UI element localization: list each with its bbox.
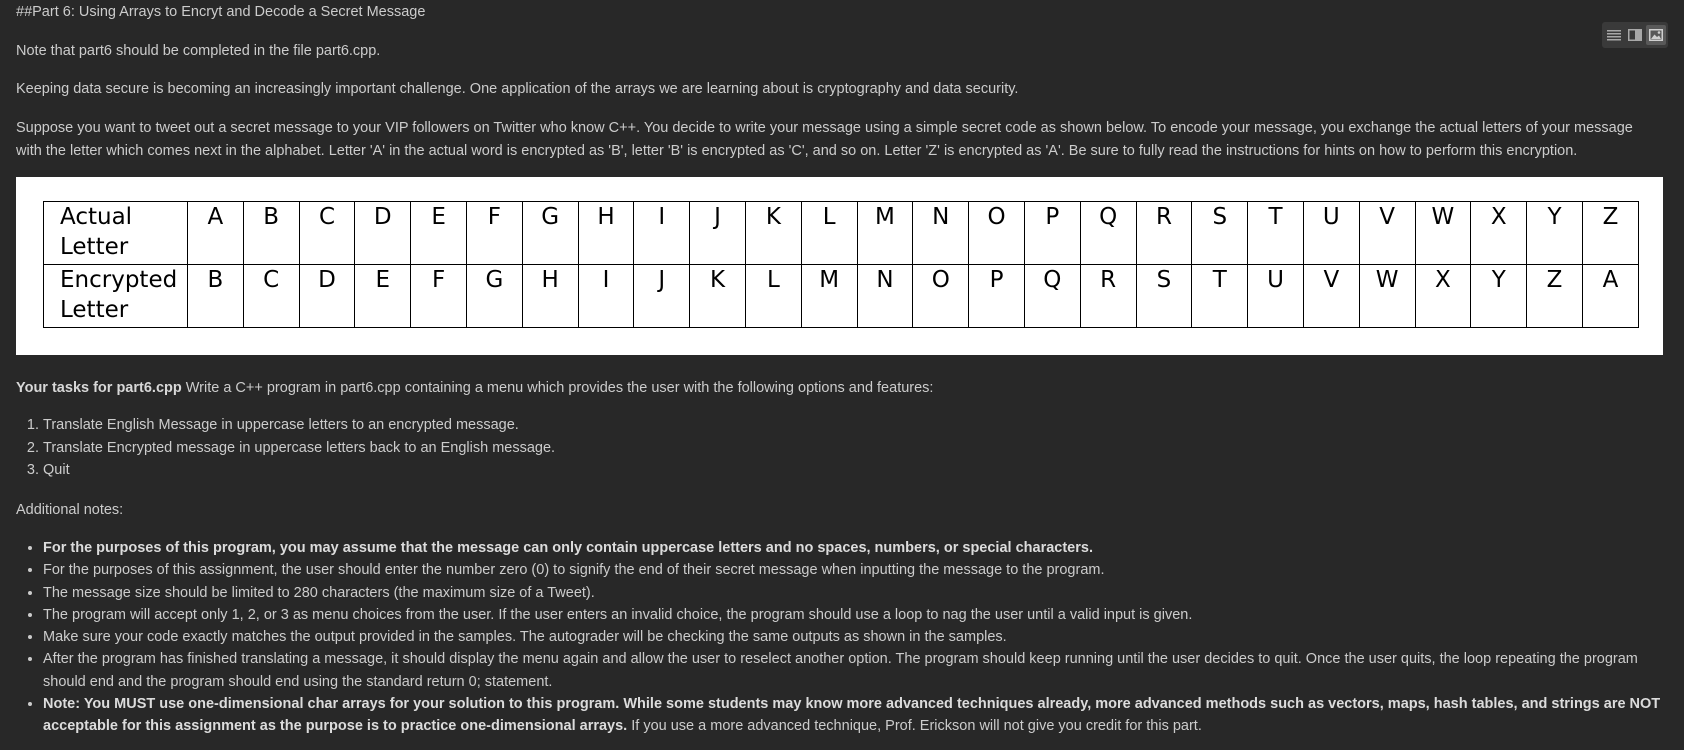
encrypted-letter-cell: L [745, 265, 801, 328]
cipher-image [16, 177, 1663, 355]
actual-letter-cell: A [188, 202, 244, 265]
actual-letter-row [44, 202, 1639, 265]
split-view-button[interactable] [1625, 25, 1645, 45]
actual-letter-cell: B [243, 202, 299, 265]
encrypted-letter-cell: G [466, 265, 522, 328]
actual-letter-cell: L [801, 202, 857, 265]
actual-letter-cell: V [1359, 202, 1415, 265]
encrypted-letter-cell: Y [1471, 265, 1527, 328]
encrypted-letter-cell: J [634, 265, 690, 328]
actual-letter-cell: T [1248, 202, 1304, 265]
tasks-title: Your tasks for part6.cpp [16, 380, 182, 396]
encrypted-letter-cell: K [690, 265, 746, 328]
encrypted-letter-cell: F [411, 265, 467, 328]
note-item: • The program will accept only 1, 2, or 3 as menu choices from the user. If the user enters an invalid choice, the program should use a loop to nag the user until a valid input is given. [43, 604, 1683, 626]
menu-option: 1. Translate English Message in uppercase letters to an encrypted message. [43, 414, 555, 437]
actual-letter-cell: C [299, 202, 355, 265]
actual-letter-cell: I [634, 202, 690, 265]
encrypted-letter-cell: R [1080, 265, 1136, 328]
encrypted-letter-cell: N [857, 265, 913, 328]
encrypted-letter-cell: Q [1024, 265, 1080, 328]
additional-notes-heading: Additional notes: [16, 502, 124, 518]
actual-letter-cell: F [466, 202, 522, 265]
actual-letter-cell: Z [1582, 202, 1638, 265]
encrypted-letter-cell: H [522, 265, 578, 328]
list-view-button[interactable] [1604, 25, 1624, 45]
note-item: • For the purposes of this assignment, the user should enter the number zero (0) to signify the end of their secret message when inputting the message to the program. [43, 559, 1683, 581]
menu-option: 2. Translate Encrypted message in uppercase letters back to an English message. [43, 437, 555, 460]
actual-letter-cell: Q [1080, 202, 1136, 265]
actual-letter-cell: D [355, 202, 411, 265]
note-item: • Note: You MUST use one-dimensional char arrays for your solution to this program. While some students may know more advanced techniques already, more advanced methods such as vectors, maps, hash tables, and strings are NOT acceptable for this assignment as the purpose is to practice one-dimensional arrays. If you use a more advanced technique, Prof. Erickson will not give you credit for this part. [43, 693, 1683, 738]
encrypted-letter-cell: V [1303, 265, 1359, 328]
actual-letter-cell: M [857, 202, 913, 265]
encrypted-letter-cell: M [801, 265, 857, 328]
note-item: • Make sure your code exactly matches the output provided in the samples. The autograder will be checking the same outputs as shown in the samples. [43, 626, 1683, 648]
encrypted-letter-cell: P [969, 265, 1025, 328]
split-view-icon [1628, 29, 1642, 41]
encrypted-letter-cell: I [578, 265, 634, 328]
encrypted-letter-row [44, 265, 1639, 328]
encrypted-letter-cell: W [1359, 265, 1415, 328]
actual-letter-cell: X [1471, 202, 1527, 265]
page-title: ##Part 6: Using Arrays to Encryt and Decode a Secret Message [16, 4, 426, 20]
instructions-paragraph: Suppose you want to tweet out a secret message to your VIP followers on Twitter who know C++. You decide to write your message using a simple secret code as shown below. To encode your message, you exchange the actual letters of your message with the letter which comes next in the alphabet. Letter 'A' in the actual word is encrypted as 'B', letter 'B' is encrypted as 'C', and so on. Letter 'Z' is encrypted as 'A'. Be sure to fully read the instructions for hints on how to perform this encryption. [16, 120, 1633, 159]
list-view-icon [1607, 29, 1621, 41]
actual-letter-cell: S [1192, 202, 1248, 265]
menu-options-list [16, 414, 555, 482]
actual-letter-cell: P [1024, 202, 1080, 265]
encrypted-letter-cell: T [1192, 265, 1248, 328]
actual-letter-cell: G [522, 202, 578, 265]
image-view-button[interactable] [1646, 25, 1666, 45]
encrypted-letter-cell: U [1248, 265, 1304, 328]
encrypted-letter-label: Encrypted Letter [44, 265, 188, 328]
view-mode-toolbar [1602, 22, 1668, 48]
actual-letter-cell: N [913, 202, 969, 265]
tasks-paragraph [16, 377, 933, 400]
encrypted-letter-cell: B [188, 265, 244, 328]
actual-letter-cell: K [745, 202, 801, 265]
note-item: • For the purposes of this program, you may assume that the message can only contain uppercase letters and no spaces, numbers, or special characters. [43, 537, 1683, 559]
menu-option: 3. Quit [43, 459, 555, 482]
cipher-table [43, 201, 1639, 328]
file-note: Note that part6 should be completed in the file part6.cpp. [16, 43, 381, 59]
actual-letter-cell: Y [1527, 202, 1583, 265]
encrypted-letter-cell: D [299, 265, 355, 328]
tasks-text: Write a C++ program in part6.cpp containing a menu which provides the user with the following options and features: [181, 380, 934, 396]
note-item: • After the program has finished translating a message, it should display the menu again and allow the user to reselect another option. The program should keep running until the user decides to quit. Once the user quits, the loop repeating the program should end and the program should end using the standard return 0; statement. [43, 648, 1683, 693]
actual-letter-cell: O [969, 202, 1025, 265]
notes-list [16, 537, 1683, 738]
encrypted-letter-cell: O [913, 265, 969, 328]
encrypted-letter-cell: A [1582, 265, 1638, 328]
note-item: • The message size should be limited to 280 characters (the maximum size of a Tweet). [43, 582, 1683, 604]
actual-letter-cell: W [1415, 202, 1471, 265]
actual-letter-cell: H [578, 202, 634, 265]
actual-letter-cell: U [1303, 202, 1359, 265]
actual-letter-cell: E [411, 202, 467, 265]
intro-paragraph: Keeping data secure is becoming an increasingly important challenge. One application of the arrays we are learning about is cryptography and data security. [16, 81, 1019, 97]
actual-letter-cell: R [1136, 202, 1192, 265]
encrypted-letter-cell: X [1415, 265, 1471, 328]
actual-letter-label: Actual Letter [44, 202, 188, 265]
encrypted-letter-cell: Z [1527, 265, 1583, 328]
encrypted-letter-cell: E [355, 265, 411, 328]
image-view-icon [1649, 29, 1663, 41]
encrypted-letter-cell: S [1136, 265, 1192, 328]
encrypted-letter-cell: C [243, 265, 299, 328]
actual-letter-cell: J [690, 202, 746, 265]
